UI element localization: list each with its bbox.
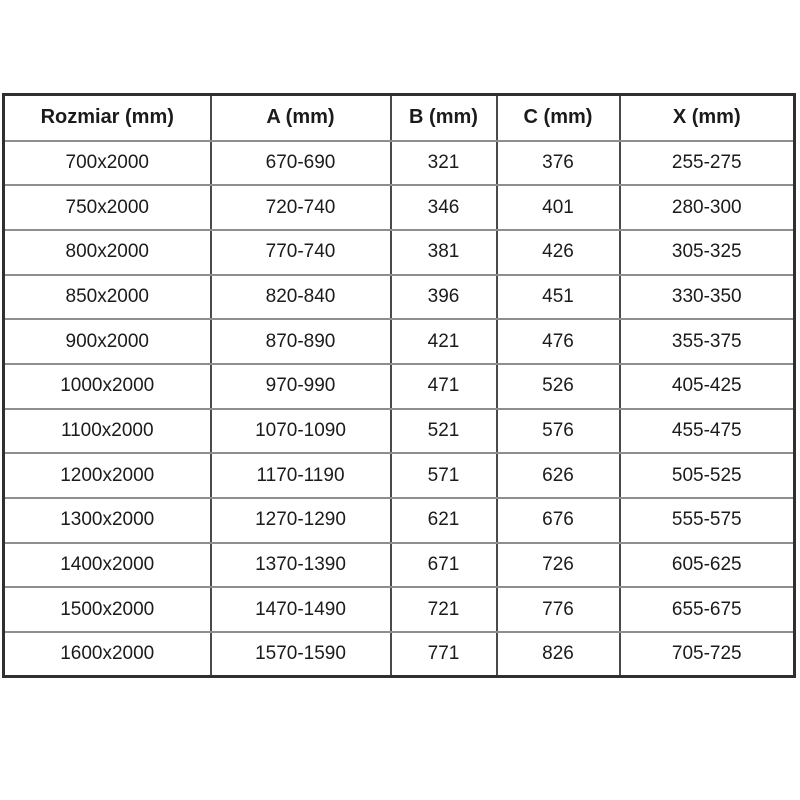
table-cell: 621 (391, 498, 497, 543)
table-row (4, 587, 795, 632)
table-row (4, 632, 795, 677)
table-cell: 850x2000 (4, 275, 211, 320)
table-cell: 970-990 (211, 364, 391, 409)
table-cell: 1500x2000 (4, 587, 211, 632)
column-header-a: A (mm) (211, 95, 391, 141)
table-cell: 900x2000 (4, 319, 211, 364)
table-cell: 820-840 (211, 275, 391, 320)
table-row (4, 498, 795, 543)
table-cell: 451 (497, 275, 620, 320)
table-cell: 1400x2000 (4, 543, 211, 588)
table-cell: 670-690 (211, 141, 391, 186)
table-cell: 571 (391, 453, 497, 498)
column-header-b: B (mm) (391, 95, 497, 141)
table-cell: 1470-1490 (211, 587, 391, 632)
table-cell: 396 (391, 275, 497, 320)
table-cell: 676 (497, 498, 620, 543)
table-cell: 526 (497, 364, 620, 409)
table-body (4, 141, 795, 677)
table-cell: 770-740 (211, 230, 391, 275)
table-cell: 305-325 (620, 230, 795, 275)
table-cell: 405-425 (620, 364, 795, 409)
table-cell: 280-300 (620, 185, 795, 230)
table-cell: 1070-1090 (211, 409, 391, 454)
table-cell: 255-275 (620, 141, 795, 186)
table-cell: 800x2000 (4, 230, 211, 275)
table-cell: 521 (391, 409, 497, 454)
table-row (4, 141, 795, 186)
table-cell: 721 (391, 587, 497, 632)
table-cell: 605-625 (620, 543, 795, 588)
table-cell: 870-890 (211, 319, 391, 364)
table-header-row (4, 95, 795, 141)
table-cell: 700x2000 (4, 141, 211, 186)
table-row (4, 409, 795, 454)
table-cell: 1600x2000 (4, 632, 211, 677)
table-cell: 1570-1590 (211, 632, 391, 677)
table-cell: 1170-1190 (211, 453, 391, 498)
table-row (4, 364, 795, 409)
table-row (4, 319, 795, 364)
table-cell: 381 (391, 230, 497, 275)
table-cell: 826 (497, 632, 620, 677)
table-cell: 576 (497, 409, 620, 454)
dimensions-table (2, 93, 796, 678)
dimensions-table-container (2, 93, 793, 678)
table-row (4, 453, 795, 498)
table-cell: 421 (391, 319, 497, 364)
table-cell: 726 (497, 543, 620, 588)
table-cell: 505-525 (620, 453, 795, 498)
column-header-c: C (mm) (497, 95, 620, 141)
table-cell: 705-725 (620, 632, 795, 677)
table-cell: 750x2000 (4, 185, 211, 230)
table-cell: 555-575 (620, 498, 795, 543)
table-row (4, 230, 795, 275)
table-cell: 1370-1390 (211, 543, 391, 588)
table-cell: 376 (497, 141, 620, 186)
table-cell: 771 (391, 632, 497, 677)
column-header-rozmiar: Rozmiar (mm) (4, 95, 211, 141)
table-cell: 321 (391, 141, 497, 186)
table-cell: 671 (391, 543, 497, 588)
table-cell: 655-675 (620, 587, 795, 632)
table-row (4, 275, 795, 320)
table-cell: 455-475 (620, 409, 795, 454)
table-cell: 1000x2000 (4, 364, 211, 409)
table-cell: 1100x2000 (4, 409, 211, 454)
table-cell: 1270-1290 (211, 498, 391, 543)
table-cell: 1300x2000 (4, 498, 211, 543)
table-cell: 346 (391, 185, 497, 230)
table-cell: 401 (497, 185, 620, 230)
table-row (4, 543, 795, 588)
table-cell: 476 (497, 319, 620, 364)
table-cell: 1200x2000 (4, 453, 211, 498)
table-cell: 626 (497, 453, 620, 498)
table-cell: 330-350 (620, 275, 795, 320)
table-cell: 471 (391, 364, 497, 409)
table-cell: 355-375 (620, 319, 795, 364)
column-header-x: X (mm) (620, 95, 795, 141)
table-cell: 426 (497, 230, 620, 275)
table-row (4, 185, 795, 230)
table-cell: 720-740 (211, 185, 391, 230)
table-cell: 776 (497, 587, 620, 632)
